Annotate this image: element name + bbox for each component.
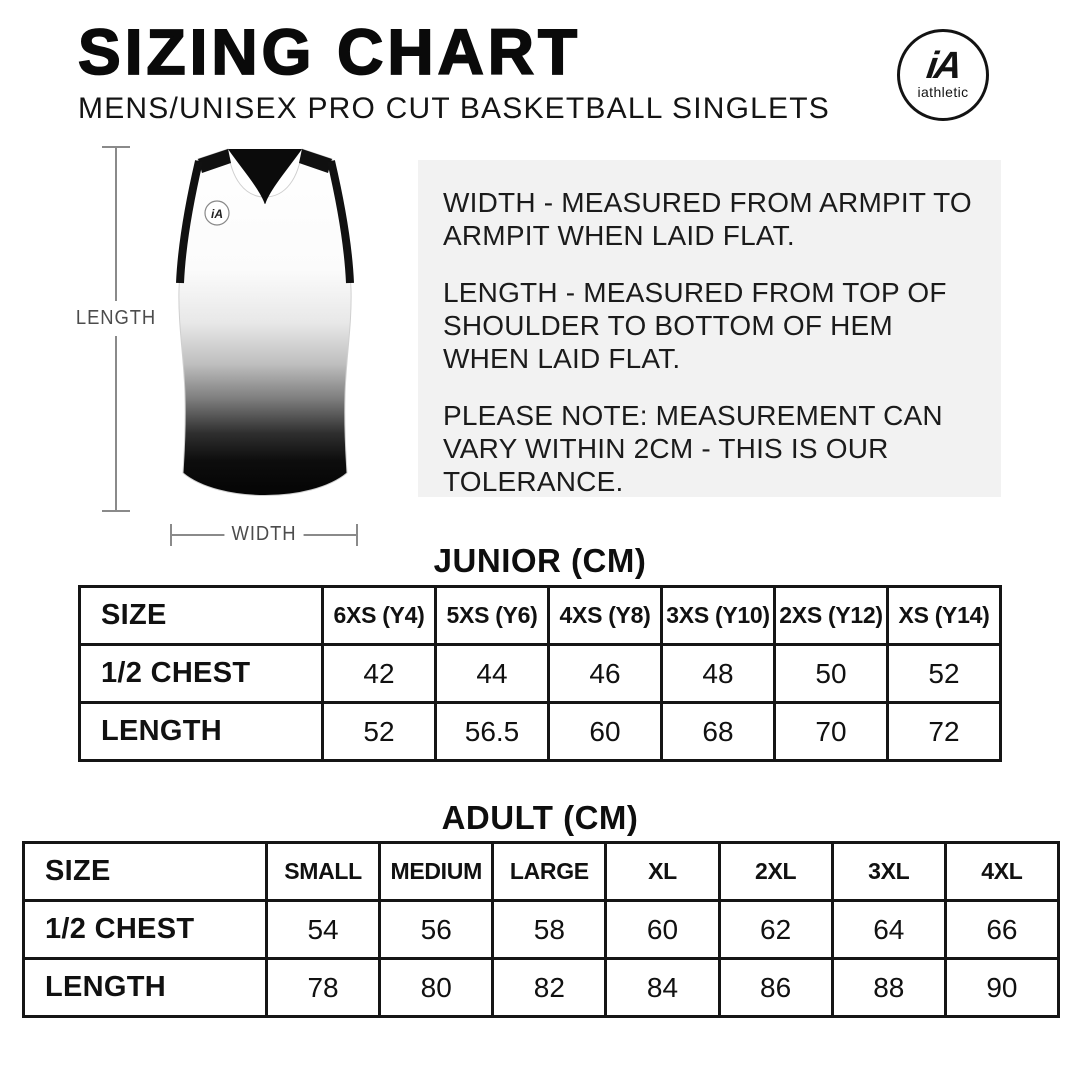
value-cell: 62 xyxy=(719,901,832,959)
text-line: LENGTH - MEASURED FROM TOP OF xyxy=(443,277,947,308)
header xyxy=(78,16,830,126)
value-cell: 52 xyxy=(888,645,1001,703)
column-header-cell: XS (Y14) xyxy=(888,587,1001,645)
value-cell: 86 xyxy=(719,959,832,1017)
iathletic-monogram-icon: iA xyxy=(924,45,962,88)
table-row xyxy=(24,959,1059,1017)
page-title: SIZING CHART xyxy=(78,16,582,88)
table-row xyxy=(80,703,1001,761)
text-line: TOLERANCE. xyxy=(443,466,624,497)
column-header-cell: MEDIUM xyxy=(380,843,493,901)
column-header-cell: 4XL xyxy=(945,843,1058,901)
table-header-row xyxy=(24,843,1059,901)
length-label: LENGTH xyxy=(68,301,164,336)
value-cell: 48 xyxy=(662,645,775,703)
jersey-image xyxy=(165,143,365,525)
adult-size-table xyxy=(22,841,1060,1018)
column-header-cell: 3XL xyxy=(832,843,945,901)
value-cell: 52 xyxy=(323,703,436,761)
value-cell: 50 xyxy=(775,645,888,703)
column-header-cell: 4XS (Y8) xyxy=(549,587,662,645)
width-note xyxy=(443,186,1001,252)
row-label-cell: LENGTH xyxy=(24,959,267,1017)
column-header-cell: 2XS (Y12) xyxy=(775,587,888,645)
value-cell: 90 xyxy=(945,959,1058,1017)
value-cell: 60 xyxy=(606,901,719,959)
length-note xyxy=(443,276,1001,375)
value-cell: 82 xyxy=(493,959,606,1017)
value-cell: 44 xyxy=(436,645,549,703)
table-row xyxy=(80,645,1001,703)
value-cell: 54 xyxy=(267,901,380,959)
size-header-cell: SIZE xyxy=(24,843,267,901)
value-cell: 66 xyxy=(945,901,1058,959)
junior-table-title: JUNIOR (CM) xyxy=(433,542,647,579)
tolerance-note xyxy=(443,399,1001,498)
table-header-row xyxy=(80,587,1001,645)
column-header-cell: 6XS (Y4) xyxy=(323,587,436,645)
jersey-svg xyxy=(165,143,365,525)
table-row xyxy=(24,901,1059,959)
iathletic-wordmark: iathletic xyxy=(917,83,969,100)
value-cell: 80 xyxy=(380,959,493,1017)
value-cell: 64 xyxy=(832,901,945,959)
text-line: VARY WITHIN 2CM - THIS IS OUR xyxy=(443,433,889,464)
adult-table-title: ADULT (CM) xyxy=(441,799,639,836)
value-cell: 42 xyxy=(323,645,436,703)
column-header-cell: SMALL xyxy=(267,843,380,901)
jersey-chest-logo-icon xyxy=(205,201,229,225)
iathletic-logo xyxy=(897,29,989,121)
column-header-cell: LARGE xyxy=(493,843,606,901)
width-label: WIDTH xyxy=(224,520,303,549)
text-line: WHEN LAID FLAT. xyxy=(443,343,681,374)
value-cell: 78 xyxy=(267,959,380,1017)
row-label-cell: LENGTH xyxy=(80,703,323,761)
column-header-cell: 2XL xyxy=(719,843,832,901)
value-cell: 56 xyxy=(380,901,493,959)
junior-size-table xyxy=(78,585,1002,762)
text-line: SHOULDER TO BOTTOM OF HEM xyxy=(443,310,893,341)
size-header-cell: SIZE xyxy=(80,587,323,645)
value-cell: 70 xyxy=(775,703,888,761)
value-cell: 88 xyxy=(832,959,945,1017)
value-cell: 60 xyxy=(549,703,662,761)
text-line: PLEASE NOTE: MEASUREMENT CAN xyxy=(443,400,943,431)
value-cell: 84 xyxy=(606,959,719,1017)
value-cell: 56.5 xyxy=(436,703,549,761)
column-header-cell: 3XS (Y10) xyxy=(662,587,775,645)
text-line: ARMPIT WHEN LAID FLAT. xyxy=(443,220,795,251)
value-cell: 46 xyxy=(549,645,662,703)
column-header-cell: 5XS (Y6) xyxy=(436,587,549,645)
value-cell: 72 xyxy=(888,703,1001,761)
row-label-cell: 1/2 CHEST xyxy=(24,901,267,959)
value-cell: 58 xyxy=(493,901,606,959)
row-label-cell: 1/2 CHEST xyxy=(80,645,323,703)
value-cell: 68 xyxy=(662,703,775,761)
text-line: WIDTH - MEASURED FROM ARMPIT TO xyxy=(443,187,972,218)
column-header-cell: XL xyxy=(606,843,719,901)
page-subtitle: MENS/UNISEX PRO CUT BASKETBALL SINGLETS xyxy=(78,92,830,126)
measurement-notes-panel xyxy=(418,160,1001,497)
jersey-chest-monogram: iA xyxy=(211,207,223,221)
